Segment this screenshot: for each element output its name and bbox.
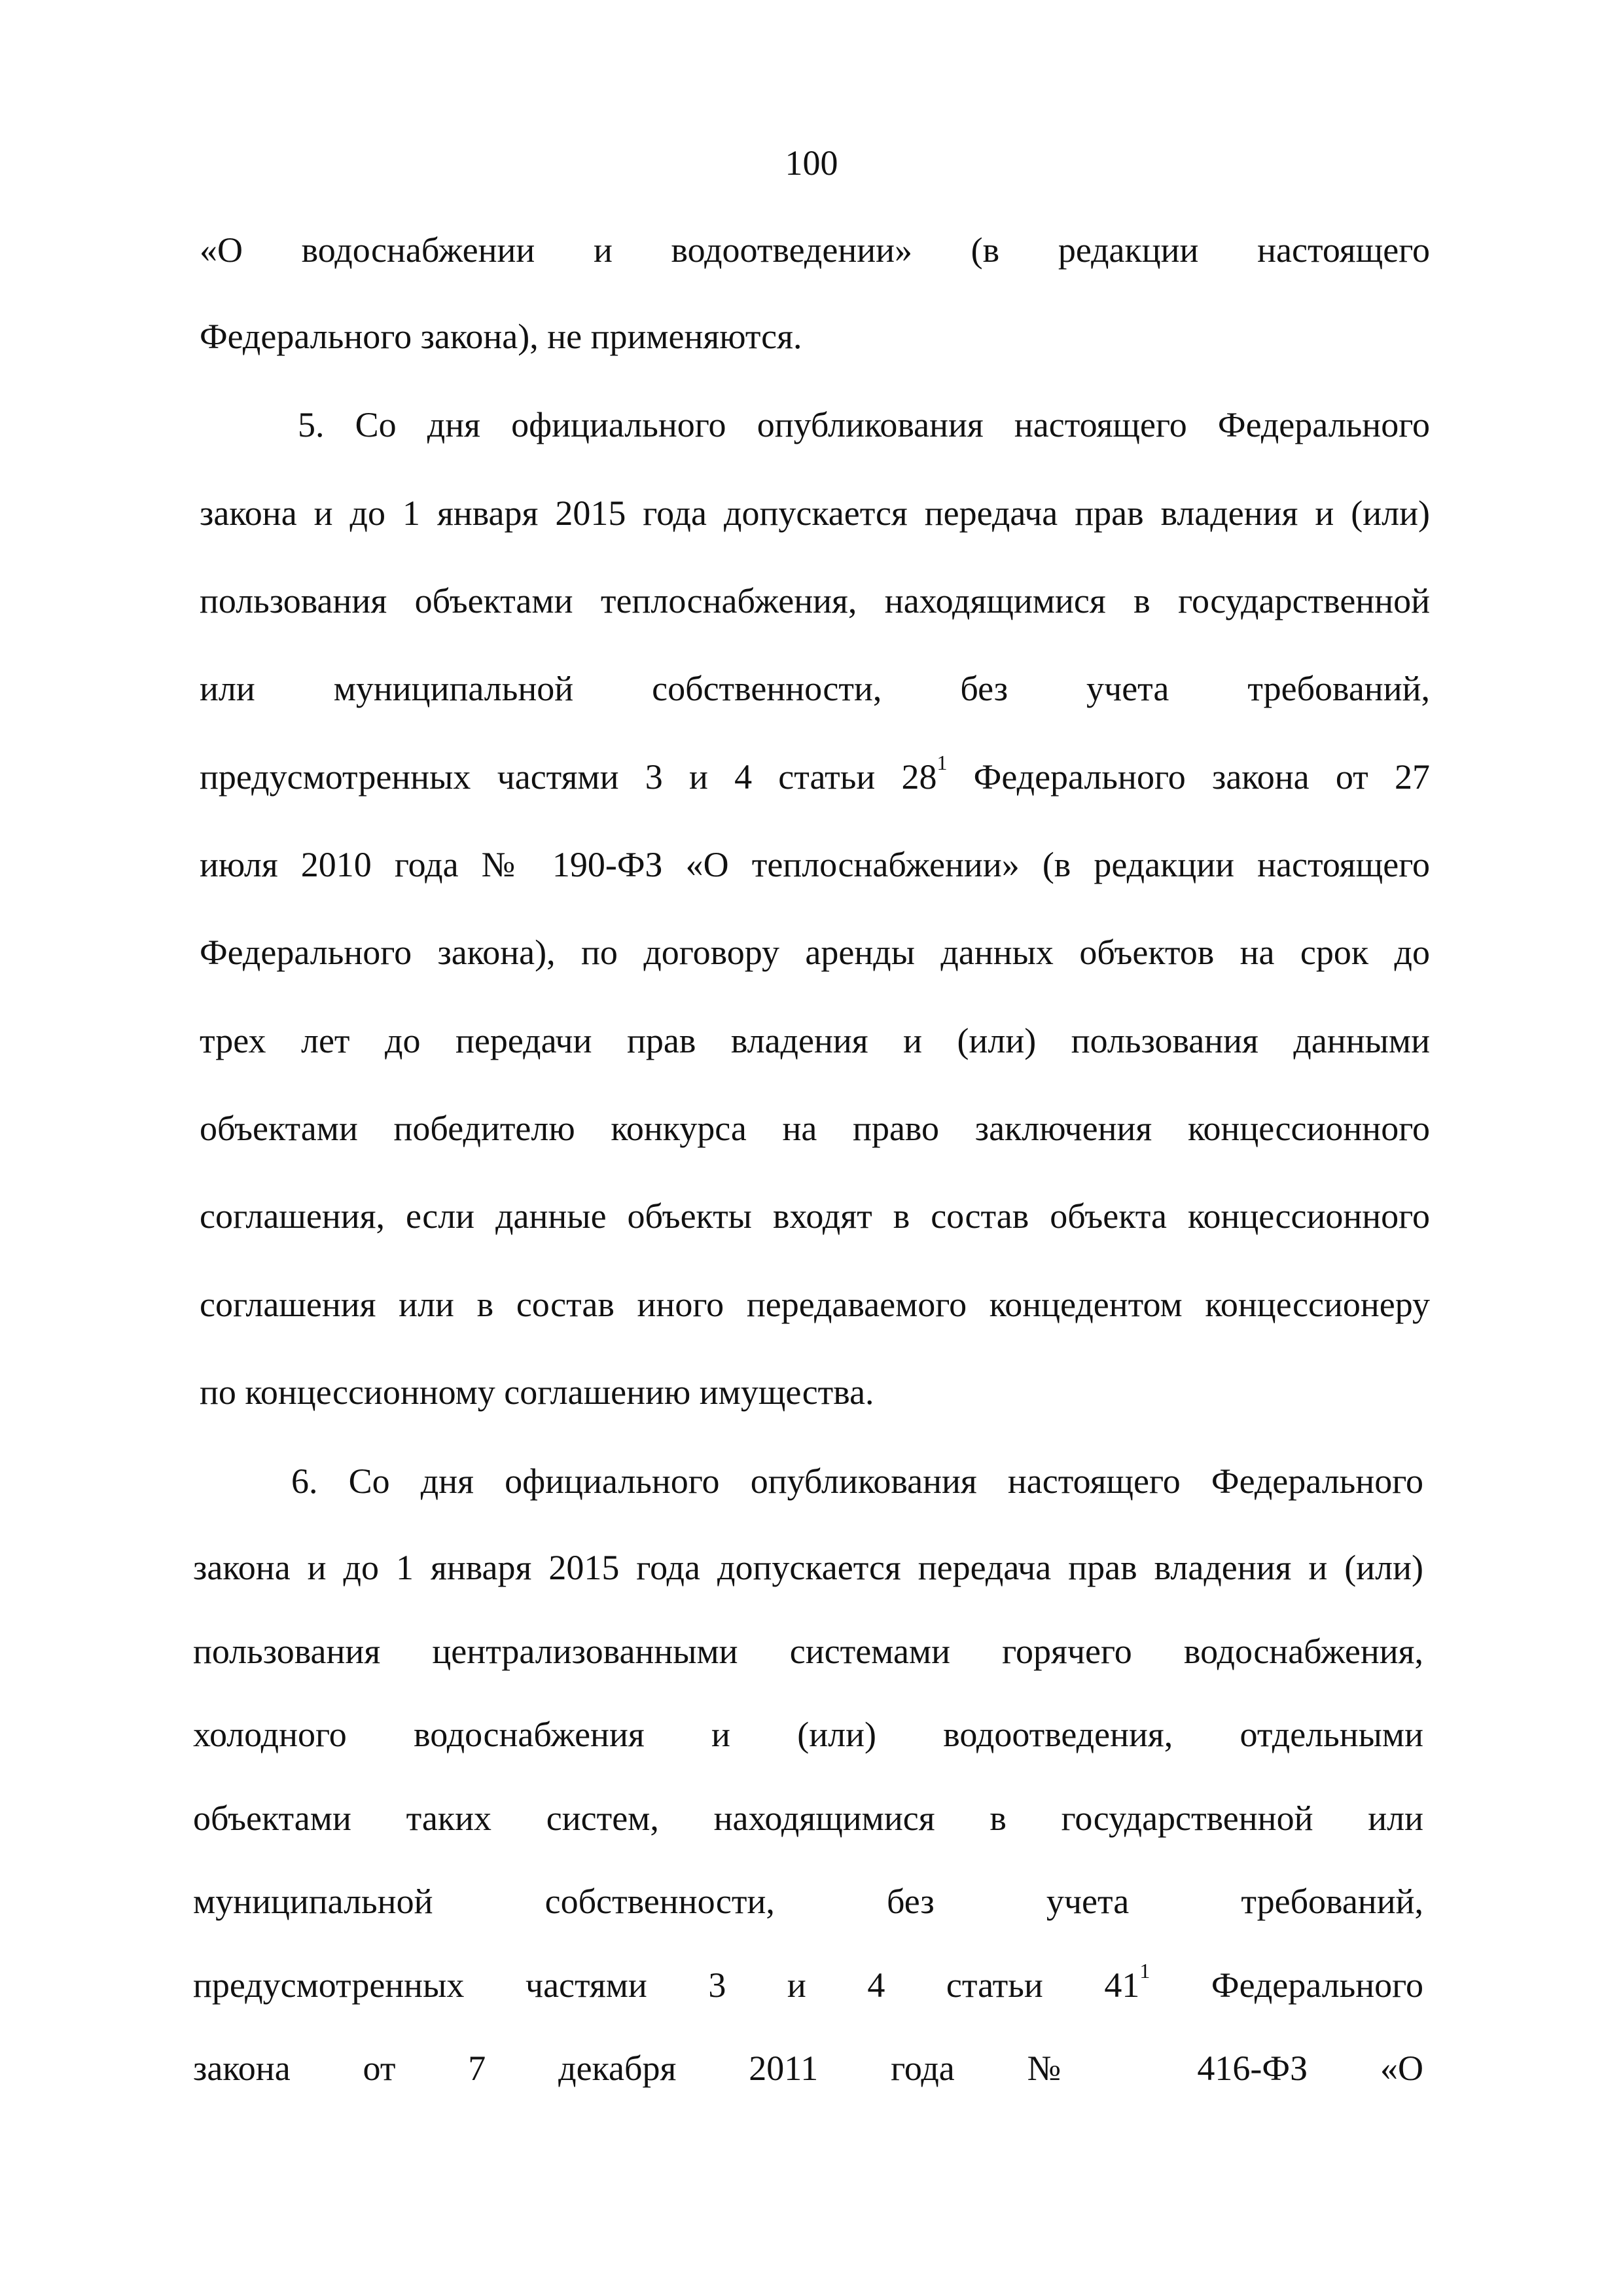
page-number: 100: [785, 143, 838, 183]
text-line: муниципальной собственности, без учета требований,: [193, 1882, 1423, 1921]
text-line: «О водоснабжении и водоотведении» (в редакции настоящего: [200, 230, 1430, 270]
text-line: закона и до 1 января 2015 года допускается передача прав владения и (или): [193, 1548, 1423, 1587]
text-line: соглашения, если данные объекты входят в состав объекта концессионного: [200, 1196, 1430, 1236]
text-line: холодного водоснабжения и (или) водоотведения, отдельными: [193, 1715, 1423, 1754]
text-line: объектами таких систем, находящимися в государственной или: [193, 1799, 1423, 1838]
text-line: закона от 7 декабря 2011 года № 416-ФЗ «О: [193, 2049, 1423, 2088]
text-line: предусмотренных частями 3 и 4 статьи $28^1$ Федерального закона от 27: [200, 751, 1430, 797]
text-line: или муниципальной собственности, без учета требований,: [200, 669, 1430, 708]
text-line: пользования централизованными системами горячего водоснабжения,: [193, 1632, 1423, 1671]
text-line: предусмотренных частями 3 и 4 статьи $41^1$ Федерального: [193, 1959, 1423, 2005]
text-line: пользования объектами теплоснабжения, находящимися в государственной: [200, 581, 1430, 620]
text-line: закона и до 1 января 2015 года допускается передача прав владения и (или): [200, 493, 1430, 533]
text-line: Федерального закона), по договору аренды данных объектов на срок до: [200, 933, 1430, 972]
text-line: июля 2010 года № 190-ФЗ «О теплоснабжении» (в редакции настоящего: [200, 845, 1430, 884]
text-line: соглашения или в состав иного передаваемого концедентом концессионеру: [200, 1285, 1430, 1324]
text-line: трех лет до передачи прав владения и (или) пользования данными: [200, 1021, 1430, 1060]
text-line: по концессионному соглашению имущества.: [200, 1372, 874, 1412]
text-line: Федерального закона), не применяются.: [200, 317, 802, 356]
text-line: 5. Со дня официального опубликования настоящего Федерального: [298, 405, 1430, 444]
text-line: 6. Со дня официального опубликования настоящего Федерального: [291, 1462, 1423, 1501]
text-line: объектами победителю конкурса на право заключения концессионного: [200, 1109, 1430, 1148]
